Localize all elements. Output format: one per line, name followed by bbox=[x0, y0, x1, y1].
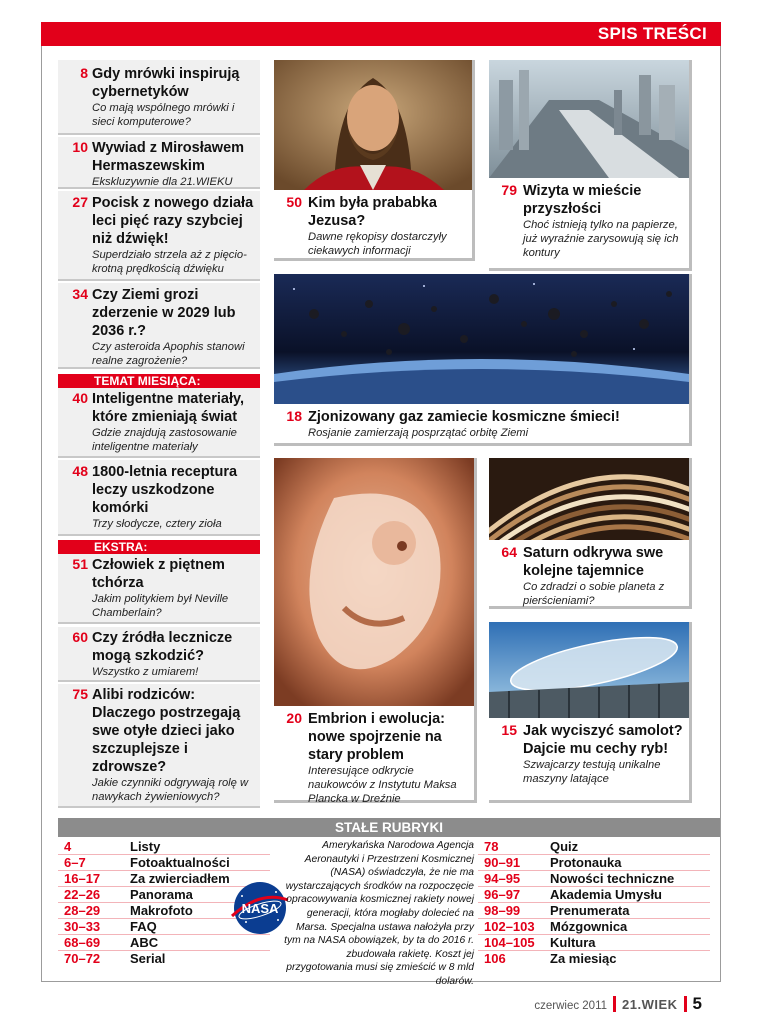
list-item[interactable] bbox=[478, 919, 710, 935]
article-title: Pocisk z nowego działa leci pięć razy szybciej niż dźwięk! bbox=[92, 195, 254, 247]
list-item[interactable] bbox=[58, 191, 260, 281]
airship-image bbox=[489, 622, 689, 718]
article-title: Jak wyciszyć samolot? Dajcie mu cechy ryb! bbox=[523, 723, 683, 757]
feature-caption bbox=[489, 718, 689, 800]
page-number: 20 bbox=[286, 710, 302, 726]
list-item[interactable] bbox=[478, 903, 710, 919]
article-subtitle: Co zdradzi o sobie planeta z pierścieniami? bbox=[523, 581, 665, 607]
article-title: Kim była prababka Jezusa? bbox=[308, 195, 437, 229]
rubric-name: Prenumerata bbox=[550, 903, 630, 918]
article-subtitle: Ekskluzywnie dla 21.WIEKU bbox=[92, 176, 233, 188]
list-item[interactable] bbox=[58, 137, 260, 189]
rubric-name: Panorama bbox=[130, 887, 193, 902]
article-subtitle: Gdzie znajdują zastosowanie inteligentne materiały bbox=[92, 427, 237, 453]
page-range: 28–29 bbox=[64, 903, 101, 918]
article-subtitle: Trzy słodycze, cztery zioła bbox=[92, 518, 222, 530]
list-item[interactable] bbox=[58, 460, 260, 536]
article-title: Czy Ziemi grozi zderzenie w 2029 lub 2036 r.? bbox=[92, 287, 236, 339]
page-number: 34 bbox=[72, 286, 88, 302]
rubric-name: Quiz bbox=[550, 839, 579, 854]
article-title: Embrion i ewolucja: nowe spojrzenie na stary problem bbox=[308, 711, 445, 763]
rubric-name: Za miesiąc bbox=[550, 951, 617, 966]
article-title: Czy źródła lecznicze mogą szkodzić? bbox=[92, 630, 233, 664]
list-item[interactable] bbox=[478, 839, 710, 855]
section-tag: TEMAT MIESIĄCA: bbox=[58, 374, 260, 388]
page-range: 70–72 bbox=[64, 951, 101, 966]
page-number: 51 bbox=[72, 556, 88, 572]
page-range: 98–99 bbox=[484, 903, 521, 918]
page-number: 8 bbox=[80, 65, 88, 81]
page-number: 5 bbox=[692, 994, 702, 1013]
article-title: Gdy mrówki inspirują cybernetyków bbox=[92, 66, 240, 100]
page-title: SPIS TREŚCI bbox=[597, 24, 707, 43]
article-subtitle: Jakim politykiem był Neville Chamberlain? bbox=[92, 593, 229, 619]
rubric-name: Fotoaktualności bbox=[130, 855, 230, 870]
article-title: Inteligentne materiały, które zmieniają świat bbox=[92, 391, 245, 425]
list-item[interactable] bbox=[58, 684, 260, 808]
feature-caption bbox=[274, 190, 472, 258]
future-city-image bbox=[489, 60, 689, 178]
article-subtitle: Szwajcarzy testują unikalne maszyny latające bbox=[523, 759, 661, 785]
page-footer bbox=[534, 993, 702, 1014]
article-subtitle: Dawne rękopisy dostarczyły ciekawych informacji bbox=[308, 231, 447, 257]
article-title: Saturn odkrywa swe kolejne tajemnice bbox=[523, 545, 664, 579]
rubric-name: Protonauka bbox=[550, 855, 622, 870]
list-item[interactable] bbox=[58, 60, 260, 135]
page-range: 104–105 bbox=[484, 935, 535, 950]
article-title: Człowiek z piętnem tchórza bbox=[92, 557, 225, 591]
page-range: 106 bbox=[484, 951, 506, 966]
page-range: 90–91 bbox=[484, 855, 521, 870]
page-range: 94–95 bbox=[484, 871, 521, 886]
page-number: 60 bbox=[72, 629, 88, 645]
rubric-name: Makrofoto bbox=[130, 903, 193, 918]
list-item[interactable] bbox=[58, 283, 260, 369]
issue-date: czerwiec 2011 bbox=[534, 1000, 608, 1012]
article-subtitle: Choć istnieją tylko na papierze, już wyraźnie zarysowują się ich kontury bbox=[523, 219, 679, 259]
space-debris-image bbox=[274, 274, 689, 404]
rubric-name: Nowości techniczne bbox=[550, 871, 675, 886]
page-number: 18 bbox=[286, 408, 302, 424]
embryo-image bbox=[274, 458, 474, 706]
section-header bbox=[41, 22, 721, 46]
article-title: Wywiad z Mirosławem Hermaszewskim bbox=[92, 140, 245, 174]
footer-divider bbox=[613, 996, 616, 1012]
rubric-name: Listy bbox=[130, 839, 161, 854]
article-title: Zjonizowany gaz zamiecie kosmiczne śmieci! bbox=[308, 409, 620, 425]
page-range: 4 bbox=[64, 839, 72, 854]
page-range: 30–33 bbox=[64, 919, 101, 934]
rubric-name: Serial bbox=[130, 951, 166, 966]
article-subtitle: Rosjanie zamierzają posprzątać orbitę Ziemi bbox=[308, 427, 529, 439]
jesus-portrait-image bbox=[274, 60, 472, 190]
rubric-name: Akademia Umysłu bbox=[550, 887, 662, 902]
list-item[interactable] bbox=[58, 388, 260, 458]
list-item[interactable] bbox=[58, 855, 270, 871]
list-item[interactable] bbox=[58, 951, 270, 967]
page-number: 79 bbox=[501, 182, 517, 198]
magazine-brand: 21.WIEK bbox=[622, 997, 678, 1012]
article-subtitle: Wszystko z umiarem! bbox=[92, 666, 199, 678]
page-range: 6–7 bbox=[64, 855, 86, 870]
rubric-name: Za zwierciadłem bbox=[130, 871, 230, 886]
feature-caption bbox=[489, 178, 689, 268]
feature-caption bbox=[274, 404, 689, 443]
page-number: 50 bbox=[286, 194, 302, 210]
list-item[interactable] bbox=[478, 951, 710, 967]
article-subtitle: Superdziało strzela aż z pięcio-krotną prędkością dźwięku bbox=[92, 249, 247, 275]
page-number: 10 bbox=[72, 139, 88, 155]
list-item[interactable] bbox=[478, 871, 710, 887]
list-item[interactable] bbox=[478, 935, 710, 951]
page-range: 68–69 bbox=[64, 935, 101, 950]
rubric-name: ABC bbox=[130, 935, 159, 950]
list-item[interactable] bbox=[58, 839, 270, 855]
article-title: Wizyta w mieście przyszłości bbox=[523, 183, 642, 217]
page-range: 102–103 bbox=[484, 919, 535, 934]
nasa-note: Amerykańska Narodowa Agencja Aeronautyki i Przestrzeni Kosmicznej (NASA) oświadczyła, że nie ma wystarczających środków na rozpoczęcie opracowywania kosmicznej rakiety nowej generacji, która mogłaby dolecieć na Marsa. Specjalna ustawa nałożyła przy tym na NASA obowiązek, by ta do 2016 r. zbudowała rakietę. Koszt jej przygotowania musi się zmieścić w 8 mld dolarów. bbox=[284, 840, 474, 987]
article-title: Alibi rodziców: Dlaczego postrzegają swe otyłe dzieci jako szczuplejsze i zdrowsze? bbox=[92, 687, 241, 775]
footer-divider bbox=[684, 996, 687, 1012]
page-number: 15 bbox=[501, 722, 517, 738]
page-range: 96–97 bbox=[484, 887, 521, 902]
saturn-rings-image bbox=[489, 458, 689, 540]
article-subtitle: Interesujące odkrycie naukowców z Instytutu Maksa Plancka w Dreźnie bbox=[308, 765, 457, 805]
rubric-name: Kultura bbox=[550, 935, 596, 950]
page-number: 75 bbox=[72, 686, 88, 702]
list-item[interactable] bbox=[478, 887, 710, 903]
rubryki-heading: STAŁE RUBRYKI bbox=[58, 818, 720, 837]
article-subtitle: Czy asteroida Apophis stanowi realne zagrożenie? bbox=[92, 341, 245, 367]
rubric-name: Mózgownica bbox=[550, 919, 628, 934]
page-number: 27 bbox=[72, 194, 88, 210]
nasa-logo-text: NASA bbox=[241, 901, 279, 916]
rubryki-right-list bbox=[478, 839, 710, 967]
list-item[interactable] bbox=[478, 855, 710, 871]
list-item[interactable] bbox=[58, 935, 270, 951]
list-item[interactable] bbox=[58, 627, 260, 682]
page-number: 40 bbox=[72, 390, 88, 406]
feature-caption bbox=[489, 540, 689, 606]
page-number: 48 bbox=[72, 463, 88, 479]
list-item[interactable] bbox=[58, 554, 260, 624]
article-subtitle: Jakie czynniki odgrywają rolę w nawykach żywieniowych? bbox=[92, 777, 249, 803]
page-number: 64 bbox=[501, 544, 517, 560]
rubric-name: FAQ bbox=[130, 919, 157, 934]
article-title: 1800-letnia receptura leczy uszkodzone komórki bbox=[92, 464, 238, 516]
feature-caption bbox=[274, 706, 474, 805]
section-tag: EKSTRA: bbox=[58, 540, 260, 554]
page-range: 22–26 bbox=[64, 887, 101, 902]
page-range: 16–17 bbox=[64, 871, 101, 886]
page-range: 78 bbox=[484, 839, 499, 854]
article-subtitle: Co mają wspólnego mrówki i sieci komputerowe? bbox=[92, 102, 235, 128]
